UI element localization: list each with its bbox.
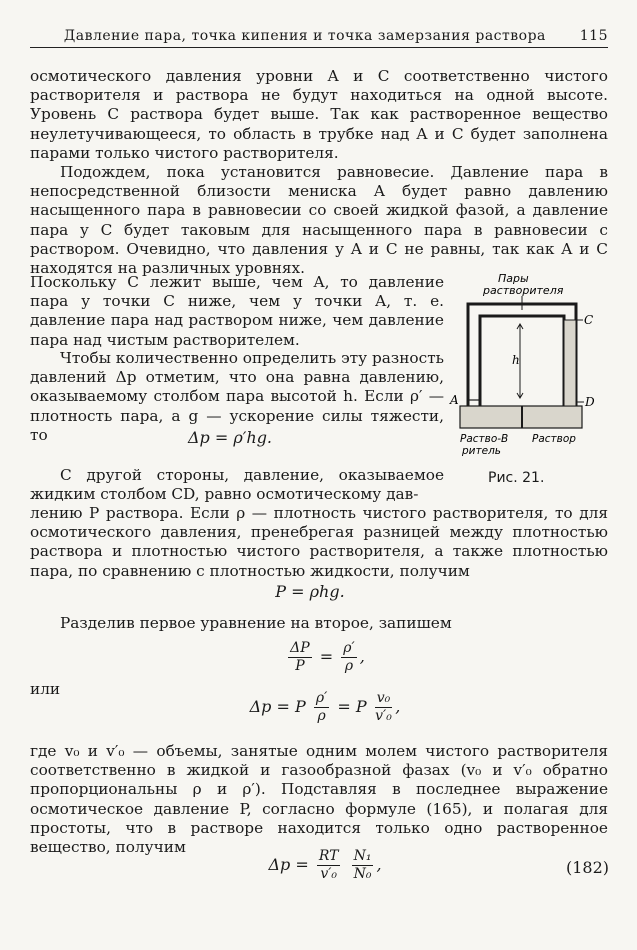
numerator: ρ′ [343,640,355,656]
denominator: N₀ [353,866,372,882]
label-D: D [585,395,595,409]
label-vapor-line2: растворителя [483,284,564,297]
equation-ratio [270,640,380,675]
equation-number: (182) [566,858,610,877]
denominator: P [295,658,305,674]
equation-osmotic: P = ρhg. [275,582,345,601]
equation-final [250,848,400,883]
fraction [375,690,393,725]
osmosis-tube-figure [450,268,600,457]
comma: , [376,855,382,874]
label-solvent-line2: ритель [462,445,501,457]
label-C: C [584,313,594,327]
equation-lhs: Δp = [268,855,309,874]
paragraph-7: Разделив первое уравнение на второе, запишем [60,614,452,632]
denominator: ρ [317,708,326,724]
comma: , [359,647,365,666]
equation-dp [225,690,425,725]
paragraph-2: Подождем, пока установится равновесие. Давление пара в непосредственной близости мениска A будет равно давлению насыщенного пара в равновесии со своей жидкой фазой, а давление пара у C будет таковым для насыщенного пара в равновесии с раствором. Очевидно, что давления у A и C не равны, так как A и C находятся на различных уровнях. [30,163,608,278]
equation-vapor-pressure: Δp = ρ′hg. [187,428,273,447]
numerator: N₁ [353,848,372,864]
fraction [288,640,312,675]
fraction [317,848,341,883]
label-solution: Раствор [532,433,576,445]
paragraph-8: или [30,680,61,698]
paragraph-1: осмотического давления уровни A и C соответственно чистого растворителя и раствора не будут находиться на одной высоте. Уровень C раствора будет выше. Так как растворенное вещество неулетучивающееся, то область в трубке над A и C будет заполнена парами только чистого растворителя. [30,67,608,162]
label-A: A [450,393,459,407]
equals-sign: = [319,647,334,666]
fraction [352,848,374,883]
label-solvent-line1: Раство-В [460,433,509,445]
comma: , [395,697,401,716]
fraction [314,690,329,725]
numerator: ρ′ [315,690,328,706]
running-header [30,28,608,48]
figure-caption: Рис. 21. [488,470,545,486]
numerator: v₀ [376,690,391,706]
fraction [341,640,356,675]
denominator: v′₀ [375,708,392,724]
denominator: v′₀ [320,866,338,882]
solution-column [564,320,576,406]
paragraph-5: С другой стороны, давление, оказываемое жидким столбом CD, равно осмотическому дав- [30,466,444,504]
paragraph-4: Чтобы количественно определить эту разность давлений Δp отметим, что она равна давлению, оказываемому столбом пара высотой h. Если ρ′ — плотность пара, а g — ускорение силы тяжести, то [30,349,444,444]
paragraph-3: Поскольку C лежит выше, чем A, то давление пара у точки C ниже, чем у точки A, т. е. давление пара над раствором ниже, чем давление пара над чистым растворителем. [30,273,444,349]
paragraph-6: лению P раствора. Если ρ — плотность чистого растворителя, то для осмотического давления, пренебрегая разницей между плотностью раствора и плотностью чистого растворителя, а также плотностью пара, по сравнению с плотностью жидкости, получим [30,504,608,580]
label-vapor-line1: Пары [498,272,529,285]
denominator: ρ [344,658,354,674]
label-h: h [512,353,520,367]
equation-lhs: Δp = P [249,697,306,716]
numerator: RT [318,848,339,864]
paragraph-9: где v₀ и v′₀ — объемы, занятые одним молем чистого растворителя соответственно в жидкой и газообразной фазах (v₀ и v′₀ обратно пропорциональны ρ и ρ′). Подставляя в последнее выражение осмотическое давление P, согласно формуле (165), и полагая для простоты, что в растворе находится только одно растворенное вещество, получим [30,742,608,857]
numerator: ΔP [290,640,310,656]
page-number: 115 [579,28,608,44]
equation-mid: = P [337,697,367,716]
header-title: Давление пара, точка кипения и точка замерзания раствора [63,28,546,44]
